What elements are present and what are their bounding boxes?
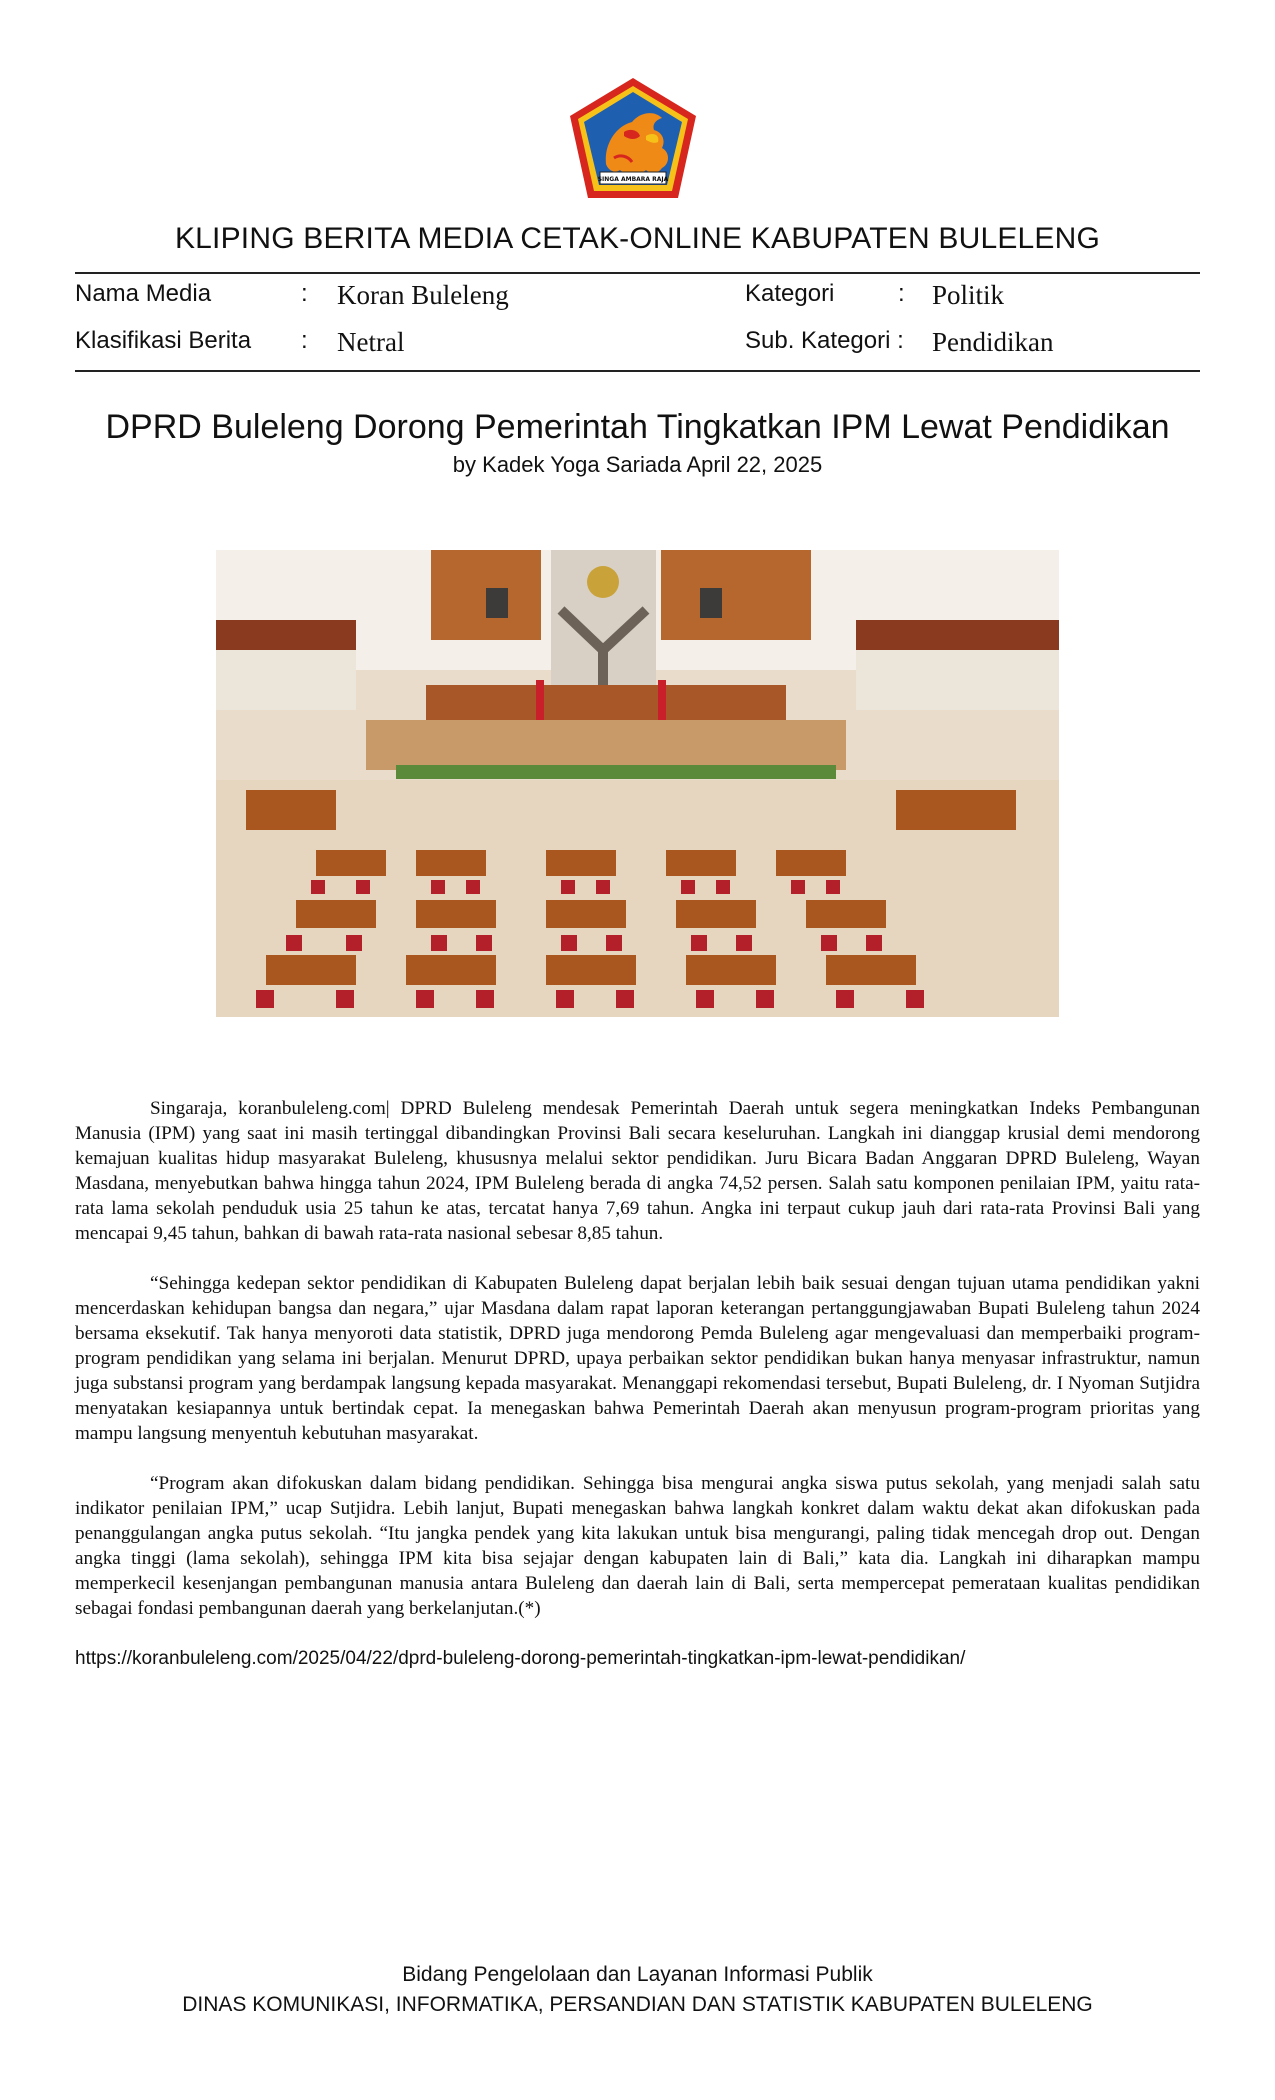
media-value: Koran Buleleng (337, 280, 509, 310)
kliping-title: KLIPING BERITA MEDIA CETAK-ONLINE KABUPATEN BULELENG (174, 222, 1101, 255)
article-paragraph-3: “Program akan difokuskan dalam bidang pendidikan. Sehingga bisa mengurai angka siswa putus sekolah, yang menjadi salah satu indikator penilaian IPM,” ucap Sutjidra. Lebih lanjut, Bupati menegaskan bahwa langkah konkret dalam waktu dekat akan difokuskan pada penanggulangan angka putus sekolah. “Itu jangka pendek yang kita lakukan untuk bisa mengurangi, paling tidak mencegah drop out. Dengan angka tinggi (lama sekolah), sehingga IPM kita bisa sejajar dengan kabupaten lain di Bali,” kata dia. Langkah ini diharapkan mampu memperkecil kesenjangan pembangunan manusia antara Buleleng dan daerah lain di Bali, serta mempercepat pemerataan kualitas pendidikan sebagai fondasi pembangunan daerah yang berkelanjutan.(*) (75, 1473, 1200, 1619)
media-label: Nama Media (75, 280, 212, 307)
article-byline: by Kadek Yoga Sariada April 22, 2025 (452, 452, 823, 477)
footer-agency: DINAS KOMUNIKASI, INFORMATIKA, PERSANDIAN DAN STATISTIK KABUPATEN BULELENG (182, 1993, 1093, 2016)
klasifikasi-label: Klasifikasi Berita (75, 327, 252, 354)
dprd-plenary-hall-photo (216, 550, 1059, 1017)
subkategori-value: Pendidikan (932, 327, 1054, 357)
article-paragraph-1: Singaraja, koranbuleleng.com| DPRD Buleleng mendesak Pemerintah Daerah untuk segera meningkatkan Indeks Pembangunan Manusia (IPM) yang saat ini masih tertinggal dibandingkan Provinsi Bali secara keseluruhan. Langkah ini dianggap krusial demi mendorong kemajuan kualitas hidup masyarakat Buleleng, khususnya melalui sektor pendidikan. Juru Bicara Badan Anggaran DPRD Buleleng, Wayan Masdana, menyebutkan bahwa hingga tahun 2024, IPM Buleleng berada di angka 74,52 persen. Salah satu komponen penilaian IPM, yaitu rata-rata lama sekolah penduduk usia 25 tahun ke atas, tercatat hanya 7,69 tahun. Angka ini terpaut cukup jauh dari rata-rata Provinsi Bali yang mencapai 9,45 tahun, bahkan di bawah rata-rata nasional sebesar 8,85 tahun. (75, 1098, 1200, 1244)
kategori-label: Kategori (745, 280, 835, 307)
article-paragraph-2: “Sehingga kedepan sektor pendidikan di Kabupaten Buleleng dapat berjalan lebih baik sesuai dengan tujuan utama pendidikan yakni mencerdaskan kehidupan bangsa dan negara,” ujar Masdana dalam rapat laporan keterangan pertanggungjawaban Bupati Buleleng tahun 2024 bersama eksekutif. Tak hanya menyoroti data statistik, DPRD juga mendorong Pemda Buleleng agar mengevaluasi dan memperbaiki program-program pendidikan yang selama ini berjalan. Menurut DPRD, upaya perbaikan sektor pendidikan bukan hanya menyasar infrastruktur, namun juga substansi program yang berdampak langsung kepada masyarakat. Menanggapi rekomendasi tersebut, Bupati Buleleng, dr. I Nyoman Sutjidra menyatakan kesiapannya untuk bertindak cepat. Ia menegaskan bahwa Pemerintah Daerah akan menyusun program-program prioritas yang mampu langsung menyentuh kebutuhan masyarakat. (75, 1273, 1200, 1444)
kategori-value: Politik (932, 280, 1005, 310)
media-colon: : (301, 280, 308, 307)
svg-text:SINGA AMBARA RAJA: SINGA AMBARA RAJA (597, 176, 669, 183)
klasifikasi-colon: : (301, 327, 308, 354)
footer-division: Bidang Pengelolaan dan Layanan Informasi Publik (402, 1963, 873, 1986)
klasifikasi-value: Netral (337, 327, 405, 357)
header-divider-bottom (75, 370, 1200, 372)
source-link[interactable]: https://koranbuleleng.com/2025/04/22/dprd-buleleng-dorong-pemerintah-tingkatkan-ipm-lewat-pendidikan/ (75, 1648, 966, 1669)
article-body (75, 1096, 1200, 1646)
header-divider-top (75, 272, 1200, 274)
buleleng-regency-emblem-icon (566, 74, 700, 202)
article-headline: DPRD Buleleng Dorong Pemerintah Tingkatkan IPM Lewat Pendidikan (105, 408, 1170, 446)
kategori-colon: : (898, 280, 905, 307)
subkategori-label: Sub. Kategori : (745, 327, 904, 354)
